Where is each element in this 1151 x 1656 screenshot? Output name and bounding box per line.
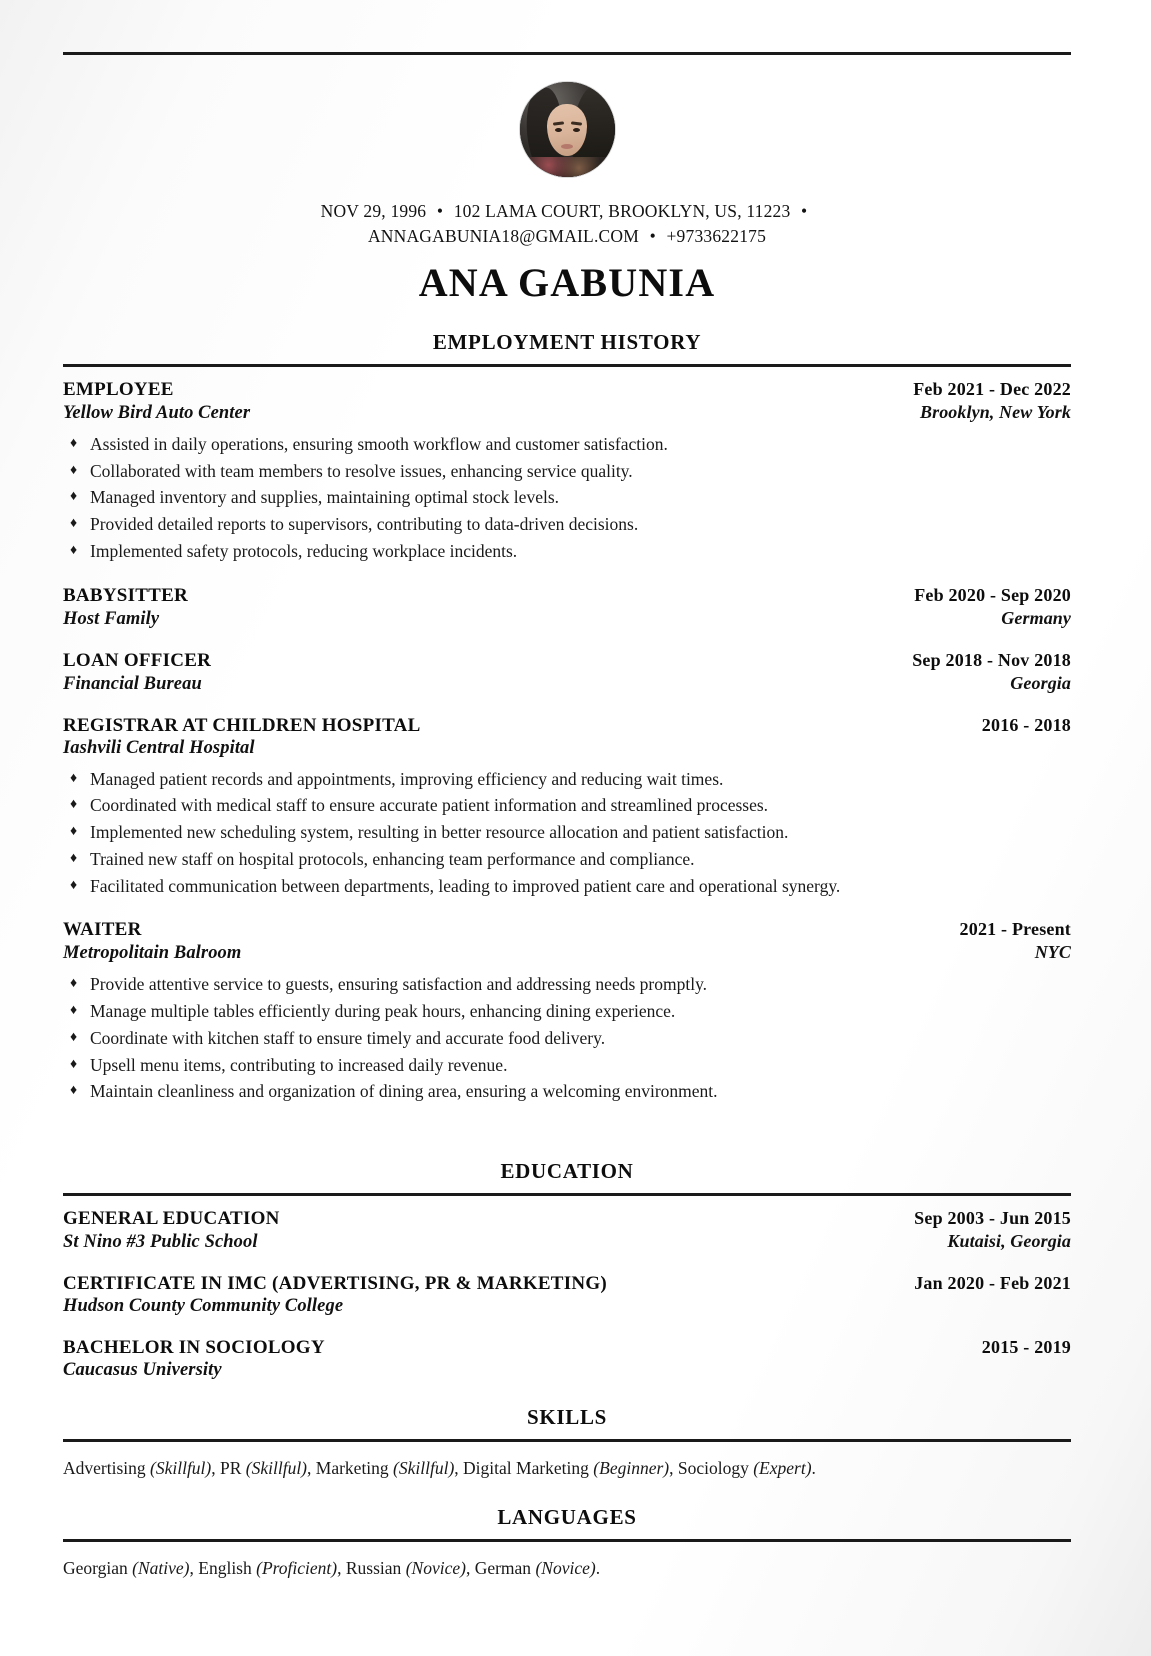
header-top-rule xyxy=(63,52,1071,55)
entry-date-range: Feb 2021 - Dec 2022 xyxy=(913,378,1071,399)
entry-job-title: BABYSITTER xyxy=(63,584,188,606)
contact-line-1 xyxy=(63,199,1071,224)
diamond-bullet-icon: ♦ xyxy=(70,850,78,866)
section-rule-languages xyxy=(63,1539,1071,1542)
entry-bullet-item: ♦ Upsell menu items, contributing to increased daily revenue. xyxy=(63,1052,1071,1079)
resume-entry xyxy=(63,585,1071,630)
resume-entry xyxy=(63,715,1071,900)
employment-entries xyxy=(63,379,1071,1105)
section-title-education: EDUCATION xyxy=(500,1159,634,1184)
entry-bullet-list xyxy=(63,766,1071,900)
diamond-bullet-icon: ♦ xyxy=(70,770,78,786)
skills-list: Advertising (Skillful), PR (Skillful), Marketing (Skillful), Digital Marketing (Beginner), Sociology (Expert). xyxy=(63,1458,816,1479)
diamond-bullet-icon: ♦ xyxy=(70,976,78,992)
birthdate: NOV 29, 1996 xyxy=(320,201,427,221)
entry-bullet-item: ♦ Provide attentive service to guests, ensuring satisfaction and addressing needs promptly. xyxy=(63,971,1071,998)
entry-title-row xyxy=(63,650,1071,672)
list-item-name: Advertising xyxy=(63,1458,151,1479)
list-item-level: (Skillful) xyxy=(245,1458,308,1479)
email[interactable]: ANNAGABUNIA18@GMAIL.COM xyxy=(367,226,639,247)
section-title-skills: SKILLS xyxy=(526,1405,608,1430)
resume-entry xyxy=(63,650,1071,695)
entry-organization: Yellow Bird Auto Center xyxy=(63,402,251,423)
diamond-bullet-icon: ♦ xyxy=(70,1083,78,1099)
entry-org-row xyxy=(63,738,1071,759)
diamond-bullet-icon: ♦ xyxy=(70,1029,78,1045)
resume-entry xyxy=(63,1337,1071,1381)
entry-job-title: GENERAL EDUCATION xyxy=(63,1208,280,1230)
list-item-level: (Novice) xyxy=(405,1558,466,1579)
languages-list: Georgian (Native), English (Proficient), Russian (Novice), German (Novice). xyxy=(63,1558,601,1579)
list-item-name: PR xyxy=(220,1458,246,1479)
entry-organization: Iashvili Central Hospital xyxy=(63,737,255,758)
entry-title-row xyxy=(63,1208,1071,1230)
list-item-level: (Skillful) xyxy=(150,1458,212,1479)
section-rule-education xyxy=(63,1193,1071,1196)
diamond-bullet-icon: ♦ xyxy=(70,797,78,813)
entry-job-title: CERTIFICATE IN IMC (ADVERTISING, PR & MARKETING) xyxy=(63,1273,607,1295)
diamond-bullet-icon: ♦ xyxy=(70,824,78,840)
entry-title-row xyxy=(63,379,1071,401)
resume-entry xyxy=(63,919,1071,1105)
entry-date-range: 2015 - 2019 xyxy=(981,1337,1071,1358)
contact-line-2 xyxy=(63,224,1071,249)
section-rule-skills xyxy=(63,1439,1071,1442)
list-item-name: Russian xyxy=(345,1558,406,1579)
entry-org-row xyxy=(63,402,1071,424)
entry-location: Kutaisi, Georgia xyxy=(947,1231,1071,1252)
entry-date-range: Sep 2003 - Jun 2015 xyxy=(914,1208,1071,1229)
diamond-bullet-icon: ♦ xyxy=(70,516,78,532)
entry-org-row xyxy=(63,1360,1071,1381)
resume-entry xyxy=(63,1273,1071,1317)
entry-bullet-item: ♦ Provided detailed reports to supervisors, contributing to data-driven decisions. xyxy=(63,511,1071,538)
entry-date-range: 2016 - 2018 xyxy=(981,714,1071,735)
entry-location: Georgia xyxy=(1010,672,1071,693)
entry-bullet-item: ♦ Implemented new scheduling system, resulting in better resource allocation and patient satisfaction. xyxy=(63,819,1071,846)
entry-date-range: 2021 - Present xyxy=(959,919,1071,940)
photo-clothing xyxy=(520,157,615,177)
entry-bullet-item: ♦ Trained new staff on hospital protocols, enhancing team performance and compliance. xyxy=(63,846,1071,873)
entry-bullet-item: ♦ Coordinate with kitchen staff to ensure timely and accurate food delivery. xyxy=(63,1025,1071,1052)
separator-dot: • xyxy=(649,226,656,247)
entry-org-row xyxy=(63,673,1071,695)
entry-location: Brooklyn, New York xyxy=(920,401,1071,422)
section-title-languages: LANGUAGES xyxy=(497,1505,637,1530)
entry-bullet-list xyxy=(63,431,1071,565)
entry-title-row xyxy=(63,1273,1071,1295)
photo-eye-right xyxy=(573,128,580,132)
section-rule-employment xyxy=(63,364,1071,367)
profile-photo-wrap xyxy=(63,82,1071,177)
list-item-name: Georgian xyxy=(63,1558,133,1579)
diamond-bullet-icon: ♦ xyxy=(70,542,78,558)
list-item-level: (Novice) xyxy=(535,1558,596,1579)
entry-title-row xyxy=(63,1337,1071,1359)
list-item-level: (Native) xyxy=(132,1558,190,1579)
entry-location: Germany xyxy=(1001,607,1071,628)
entry-location: NYC xyxy=(1034,942,1071,963)
diamond-bullet-icon: ♦ xyxy=(70,462,78,478)
entry-organization: St Nino #3 Public School xyxy=(63,1232,258,1253)
entry-organization: Metropolitain Balroom xyxy=(63,943,242,964)
entry-bullet-item: ♦ Collaborated with team members to resolve issues, enhancing service quality. xyxy=(63,458,1071,485)
separator-dot: • xyxy=(436,201,444,221)
entry-title-row xyxy=(63,919,1071,941)
entry-org-row xyxy=(63,1231,1071,1253)
photo-eye-left xyxy=(555,128,562,132)
entry-job-title: EMPLOYEE xyxy=(63,378,174,400)
spacer xyxy=(63,1105,1071,1135)
list-item-name: Marketing xyxy=(315,1458,394,1479)
entry-organization: Financial Bureau xyxy=(63,673,202,694)
entry-date-range: Jan 2020 - Feb 2021 xyxy=(914,1273,1071,1294)
contact-details xyxy=(63,199,1071,250)
diamond-bullet-icon: ♦ xyxy=(70,435,78,451)
entry-date-range: Sep 2018 - Nov 2018 xyxy=(912,649,1071,670)
entry-organization: Hudson County Community College xyxy=(63,1296,344,1317)
entry-title-row xyxy=(63,585,1071,607)
diamond-bullet-icon: ♦ xyxy=(70,1003,78,1019)
phone[interactable]: +9733622175 xyxy=(666,226,767,247)
entry-bullet-item: ♦ Managed patient records and appointments, improving efficiency and reducing wait times. xyxy=(63,766,1071,793)
entry-bullet-item: ♦ Implemented safety protocols, reducing workplace incidents. xyxy=(63,538,1071,565)
entry-org-row xyxy=(63,608,1071,630)
entry-job-title: LOAN OFFICER xyxy=(63,649,212,671)
entry-bullet-item: ♦ Assisted in daily operations, ensuring smooth workflow and customer satisfaction. xyxy=(63,431,1071,458)
entry-bullet-item: ♦ Facilitated communication between departments, leading to improved patient care and operational synergy. xyxy=(63,873,1071,900)
entry-bullet-item: ♦ Manage multiple tables efficiently during peak hours, enhancing dining experience. xyxy=(63,998,1071,1025)
list-item-name: Sociology xyxy=(677,1458,754,1479)
entry-org-row xyxy=(63,1296,1071,1317)
entry-bullet-list xyxy=(63,971,1071,1105)
separator-dot: • xyxy=(801,201,808,221)
photo-lips xyxy=(561,144,573,149)
resume-entry xyxy=(63,1208,1071,1253)
list-item-level: (Proficient) xyxy=(256,1558,338,1579)
entry-organization: Host Family xyxy=(63,608,160,629)
address: 102 LAMA COURT, BROOKLYN, US, 11223 xyxy=(453,201,791,221)
education-entries xyxy=(63,1208,1071,1381)
resume-entry xyxy=(63,379,1071,565)
diamond-bullet-icon: ♦ xyxy=(70,877,78,893)
entry-job-title: BACHELOR IN SOCIOLOGY xyxy=(63,1337,325,1359)
list-item-level: (Beginner) xyxy=(593,1458,670,1479)
diamond-bullet-icon: ♦ xyxy=(70,1056,78,1072)
entry-job-title: REGISTRAR AT CHILDREN HOSPITAL xyxy=(63,714,421,736)
list-item-name: German xyxy=(474,1558,536,1579)
section-title-employment: EMPLOYMENT HISTORY xyxy=(432,329,702,354)
list-item-level: (Skillful) xyxy=(393,1458,455,1479)
list-item-name: English xyxy=(198,1558,257,1579)
profile-photo xyxy=(520,82,615,177)
entry-title-row xyxy=(63,715,1071,737)
entry-job-title: WAITER xyxy=(63,919,142,941)
entry-organization: Caucasus University xyxy=(63,1360,222,1381)
entry-bullet-item: ♦ Coordinated with medical staff to ensure accurate patient information and streamlined processes. xyxy=(63,792,1071,819)
resume-sheet xyxy=(63,0,1071,1656)
diamond-bullet-icon: ♦ xyxy=(70,489,78,505)
entry-org-row xyxy=(63,942,1071,964)
entry-bullet-item: ♦ Managed inventory and supplies, maintaining optimal stock levels. xyxy=(63,484,1071,511)
entry-bullet-item: ♦ Maintain cleanliness and organization of dining area, ensuring a welcoming environment. xyxy=(63,1078,1071,1105)
list-item-name: Digital Marketing xyxy=(463,1458,594,1479)
candidate-name: ANA GABUNIA xyxy=(418,259,716,305)
entry-date-range: Feb 2020 - Sep 2020 xyxy=(914,584,1071,605)
list-item-level: (Expert) xyxy=(753,1458,812,1479)
